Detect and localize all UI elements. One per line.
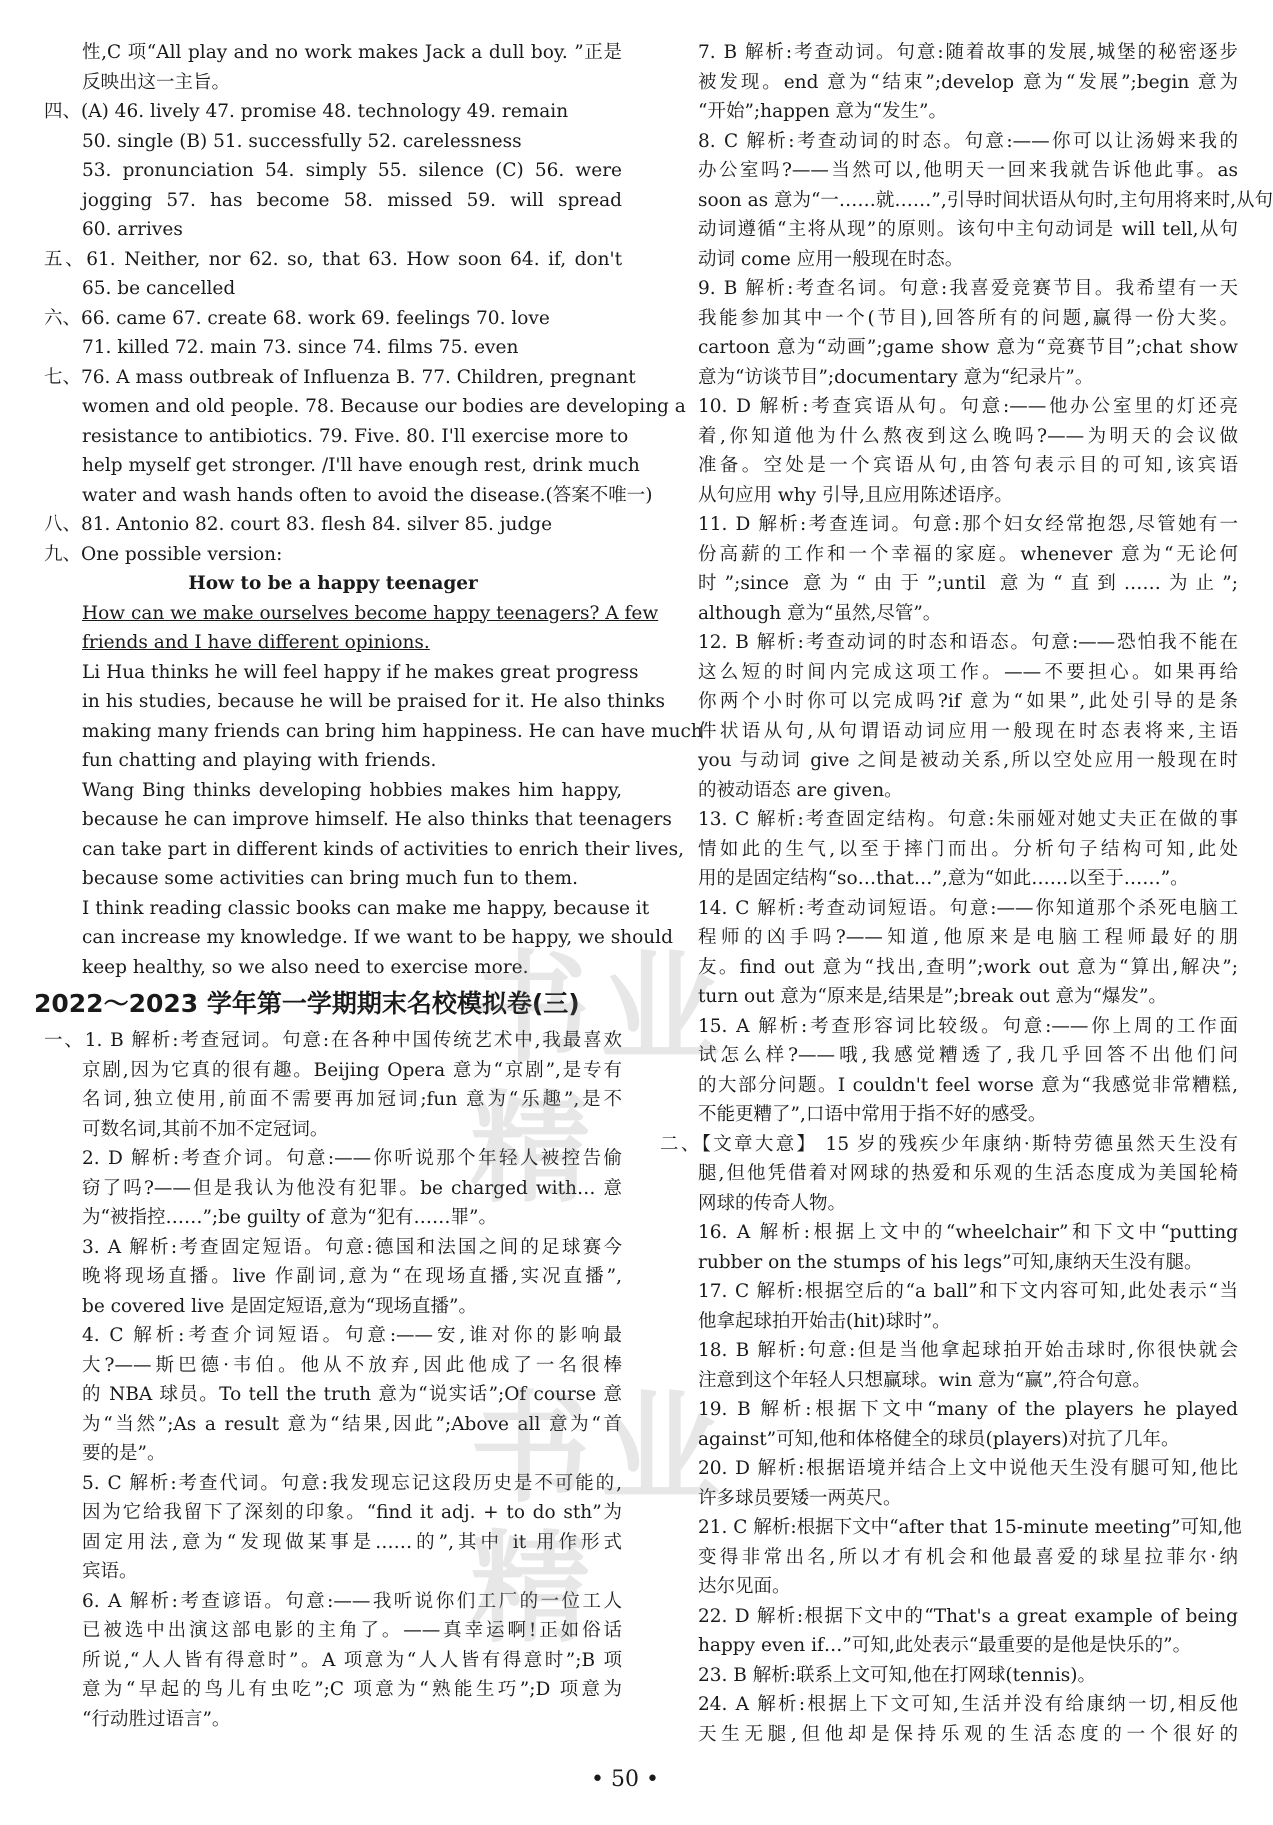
answer-line: 反映出这一主旨。 (82, 71, 231, 93)
answer-line: women and old people. 78. Because our bodies are developing a (82, 396, 686, 417)
explanation-line: 4. C 解析:考查介词短语。句意:——安,谁对你的影响最 (82, 1325, 622, 1346)
answer-line: 53. pronunciation 54. simply 55. silence (C) 56. were (82, 160, 622, 181)
answer-line: 五、61. Neither, nor 62. so, that 63. How soon 64. if, don't (44, 248, 622, 270)
explanation-line: 10. D 解析:考查宾语从句。句意:——他办公室里的灯还亮 (698, 396, 1238, 417)
explanation-line: 8. C 解析:考查动词的时态。句意:——你可以让汤姆来我的 (698, 130, 1238, 152)
answer-line: 71. killed 72. main 73. since 74. films 75. even (82, 337, 519, 358)
explanation-line: 许多球员要矮一两英尺。 (698, 1487, 902, 1509)
explanation-line: 动词遵循“主将从现”的原则。该句中主句动词是 will tell,从句 (698, 219, 1238, 240)
explanation-line: 用的是固定结构“so…that…”,意为“如此……以至于……”。 (698, 868, 1189, 889)
answer-line: because some activities can bring much fun to them. (82, 868, 578, 889)
explanation-line: 网球的传奇人物。 (698, 1192, 847, 1214)
explanation-line: 变得非常出名,所以才有机会和他最喜爱的球星拉菲尔·纳 (698, 1546, 1238, 1568)
watermark-2: 书业精 (470, 1380, 730, 1659)
explanation-line: 18. B 解析:句意:但是当他拿起球拍开始击球时,你很快就会 (698, 1340, 1238, 1361)
explanation-line: 17. C 解析:根据空后的“a ball”和下文内容可知,此处表示“当 (698, 1281, 1238, 1302)
page-number: • 50 • (591, 1767, 659, 1792)
explanation-line: 不能更糟了”,口语中常用于指不好的感受。 (698, 1104, 1047, 1125)
explanation-line: 试怎么样?——哦,我感觉糟透了,我几乎回答不出他们问 (698, 1045, 1238, 1066)
explanation-line: 22. D 解析:根据下文中的“That's a great example of being (698, 1605, 1238, 1627)
explanation-line: 他拿起球拍开始击(hit)球时”。 (698, 1310, 951, 1332)
right-column (660, 38, 1273, 1749)
watermark: 书业精 (470, 940, 730, 1219)
answer-line: friends and I have different opinions. (82, 632, 430, 653)
explanation-line: 件状语从句,从句谓语动词应用一般现在时态表将来,主语 (698, 720, 1238, 742)
answer-line: 50. single (B) 51. successfully 52. carelessness (82, 130, 522, 152)
answer-line: help myself get stronger. /I'll have enough rest, drink much (82, 455, 640, 476)
explanation-line: 2. D 解析:考查介词。句意:——你听说那个年轻人被控告偷 (82, 1148, 622, 1169)
answer-line: Li Hua thinks he will feel happy if he makes great progress (82, 661, 639, 683)
explanation-line: cartoon 意为“动画”;game show 意为“竞赛节目”;chat show (698, 337, 1238, 358)
answer-line: can increase my knowledge. If we want to be happy, we should (82, 927, 673, 948)
explanation-line: 可数名词,其前不加不定冠词。 (82, 1118, 329, 1140)
explanation-line: 晚将现场直播。live 作副词,意为“在现场直播,实况直播”, (82, 1266, 622, 1287)
explanation-line: “开始”;happen 意为“发生”。 (698, 101, 947, 122)
explanation-line: 19. B 解析:根据下文中“many of the players he played (698, 1399, 1238, 1420)
explanation-line: 二、【文章大意】 15 岁的残疾少年康纳·斯特劳德虽然天生没有 (660, 1133, 1238, 1155)
answer-line: How to be a happy teenager (188, 573, 478, 594)
explanation-line: 的被动语态 are given。 (698, 779, 903, 801)
answer-line: fun chatting and playing with friends. (82, 750, 437, 771)
explanation-line: 窃了吗?——但是我认为他没有犯罪。be charged with… 意 (82, 1177, 622, 1199)
explanation-line: 12. B 解析:考查动词的时态和语态。句意:——恐怕我不能在 (698, 632, 1238, 653)
explanation-line: 21. C 解析:根据下文中“after that 15-minute meeting”可知,他 (698, 1517, 1242, 1538)
explanation-line: 为“当然”;As a result 意为“结果,因此”;Above all 意为“首 (82, 1413, 622, 1435)
answer-line: Wang Bing thinks developing hobbies makes him happy, (82, 779, 622, 801)
explanation-line: 9. B 解析:考查名词。句意:我喜爱竞赛节目。我希望有一天 (698, 278, 1238, 299)
exam-title: 2022～2023 学年第一学期期末名校模拟卷(三) (34, 989, 580, 1018)
explanation-line: 14. C 解析:考查动词短语。句意:——你知道那个杀死电脑工 (698, 897, 1238, 919)
explanation-line: 从句应用 why 引导,且应用陈述语序。 (698, 484, 1013, 506)
answer-line: 四、(A) 46. lively 47. promise 48. technology 49. remain (44, 101, 569, 122)
explanation-line: 你两个小时你可以完成吗?if 意为“如果”,此处引导的是条 (698, 691, 1238, 712)
explanation-line: 6. A 解析:考查谚语。句意:——我听说你们工厂的一位工人 (82, 1590, 622, 1612)
explanation-line: 一、1. B 解析:考查冠词。句意:在各种中国传统艺术中,我最喜欢 (44, 1030, 622, 1051)
explanation-line: 16. A 解析:根据上文中的“wheelchair”和下文中“putting (698, 1222, 1238, 1243)
answer-line: How can we make ourselves become happy teenagers? A few (82, 602, 659, 624)
answer-line: water and wash hands often to avoid the disease.(答案不唯一) (82, 484, 653, 506)
explanation-line: 11. D 解析:考查连词。句意:那个妇女经常抱怨,尽管她有一 (698, 514, 1238, 535)
explanation-line: 固定用法,意为“发现做某事是……的”,其中 it 用作形式 (82, 1531, 622, 1553)
explanation-line: happy even if…”可知,此处表示“最重要的是他是快乐的”。 (698, 1635, 1192, 1656)
explanation-line: 我能参加其中一个(节目),回答所有的问题,赢得一份大奖。 (698, 307, 1238, 329)
explanation-line: rubber on the stumps of his legs”可知,康纳天生没有腿。 (698, 1251, 1203, 1273)
explanation-line: 要的是”。 (82, 1443, 166, 1464)
answer-line: 65. be cancelled (82, 278, 236, 299)
answer-line: jogging 57. has become 58. missed 59. will spread (82, 189, 622, 211)
explanation-line: 达尔见面。 (698, 1576, 791, 1597)
explanation-line: 意为“访谈节目”;documentary 意为“纪录片”。 (698, 366, 1094, 388)
answer-line: making many friends can bring him happiness. He can have much (82, 720, 703, 742)
explanation-line: although 意为“虽然,尽管”。 (698, 602, 942, 624)
explanation-line: 3. A 解析:考查固定短语。句意:德国和法国之间的足球赛今 (82, 1236, 622, 1258)
explanation-line: 时”;since 意为“由于”;until 意为“直到……为止”; (698, 573, 1238, 594)
explanation-line: be covered live 是固定短语,意为“现场直播”。 (82, 1295, 477, 1317)
answer-line: resistance to antibiotics. 79. Five. 80. I'll exercise more to (82, 425, 629, 447)
answer-line: 性,C 项“All play and no work makes Jack a dull boy. ”正是 (82, 42, 622, 63)
answer-line: 60. arrives (82, 219, 183, 240)
explanation-line: 腿,但他凭借着对网球的热爱和乐观的生活态度成为美国轮椅 (698, 1163, 1238, 1184)
answer-line: 六、66. came 67. create 68. work 69. feelings 70. love (44, 307, 550, 329)
explanation-line: 23. B 解析:联系上文可知,他在打网球(tennis)。 (698, 1664, 1096, 1686)
explanation-line: 京剧,因为它真的很有趣。Beijing Opera 意为“京剧”,是专有 (82, 1059, 622, 1081)
explanation-line: 动词 come 应用一般现在时态。 (698, 248, 964, 270)
answer-line: 七、76. A mass outbreak of Influenza B. 77. Children, pregnant (44, 366, 636, 388)
explanation-line: 13. C 解析:考查固定结构。句意:朱丽娅对她丈夫正在做的事 (698, 809, 1238, 830)
explanation-line: 这么短的时间内完成这项工作。——不要担心。如果再给 (698, 661, 1238, 683)
explanation-line: 天生无腿,但他却是保持乐观的生活态度的一个很好的 (698, 1723, 1238, 1745)
explanation-line: “行动胜过语言”。 (82, 1708, 231, 1730)
explanation-line: 大?——斯巴德·韦伯。他从不放弃,因此他成了一名很棒 (82, 1354, 622, 1376)
explanation-line: 准备。空处是一个宾语从句,由答句表示目的可知,该宾语 (698, 455, 1238, 476)
explanation-line: 着,你知道他为什么熬夜到这么晚吗?——为明天的会议做 (698, 425, 1238, 447)
explanation-line: 5. C 解析:考查代词。句意:我发现忘记这段历史是不可能的, (82, 1472, 622, 1494)
answer-line: keep healthy, so we also need to exercise more. (82, 956, 529, 978)
explanation-line: against”可知,他和体格健全的球员(players)对抗了几年。 (698, 1428, 1180, 1450)
explanation-line: 20. D 解析:根据语境并结合上文中说他天生没有腿可知,他比 (698, 1458, 1238, 1479)
explanation-line: 注意到这个年轻人只想赢球。win 意为“赢”,符合句意。 (698, 1369, 1151, 1391)
explanation-line: 15. A 解析:考查形容词比较级。句意:——你上周的工作面 (698, 1015, 1238, 1037)
explanation-line: you 与动词 give 之间是被动关系,所以空处应用一般现在时 (698, 750, 1238, 771)
explanation-line: 被发现。end 意为“结束”;develop 意为“发展”;begin 意为 (698, 71, 1238, 93)
explanation-line: 7. B 解析:考查动词。句意:随着故事的发展,城堡的秘密逐步 (698, 42, 1238, 63)
explanation-line: 的 NBA 球员。To tell the truth 意为“说实话”;Of course 意 (82, 1384, 622, 1405)
answer-line: 九、One possible version: (44, 543, 283, 565)
left-column (34, 38, 703, 1734)
explanation-line: 情如此的生气,以至于摔门而出。分析句子结构可知,此处 (698, 838, 1238, 860)
answer-line: because he can improve himself. He also thinks that teenagers (82, 809, 672, 830)
explanation-line: 的大部分问题。I couldn't feel worse 意为“我感觉非常糟糕, (698, 1074, 1238, 1096)
explanation-line: 意为“早起的鸟儿有虫吃”;C 项意为“熟能生巧”;D 项意为 (82, 1679, 622, 1700)
explanation-line: 所说,“人人皆有得意时”。A 项意为“人人皆有得意时”;B 项 (82, 1649, 622, 1671)
explanation-line: 24. A 解析:根据上下文可知,生活并没有给康纳一切,相反他 (698, 1694, 1238, 1715)
answer-line: can take part in different kinds of activities to enrich their lives, (82, 838, 684, 860)
explanation-line: 名词,独立使用,前面不需要再加冠词;fun 意为“乐趣”,是不 (82, 1089, 622, 1110)
explanation-line: 程师的凶手吗?——知道,他原来是电脑工程师最好的朋 (698, 927, 1238, 948)
answer-line: 八、81. Antonio 82. court 83. flesh 84. silver 85. judge (44, 514, 553, 535)
explanation-line: soon as 意为“一……就……”,引导时间状语从句时,主句用将来时,从句 (698, 189, 1273, 211)
explanation-line: turn out 意为“原来是,结果是”;break out 意为“爆发”。 (698, 986, 1167, 1007)
explanation-line: 为“被指控……”;be guilty of 意为“犯有……罪”。 (82, 1207, 497, 1228)
explanation-line: 因为它给我留下了深刻的印象。“find it adj. + to do sth”为 (82, 1502, 622, 1523)
explanation-line: 份高薪的工作和一个幸福的家庭。whenever 意为“无论何 (698, 543, 1238, 565)
explanation-line: 已被选中出演这部电影的主角了。——真幸运啊!正如俗话 (82, 1620, 622, 1641)
explanation-line: 友。find out 意为“找出,查明”;work out 意为“算出,解决”; (698, 956, 1238, 978)
answer-line: in his studies, because he will be praised for it. He also thinks (82, 691, 665, 712)
answer-line: I think reading classic books can make me happy, because it (82, 897, 650, 919)
explanation-line: 办公室吗?——当然可以,他明天一回来我就告诉他此事。as (698, 160, 1238, 181)
explanation-line: 宾语。 (82, 1561, 138, 1582)
